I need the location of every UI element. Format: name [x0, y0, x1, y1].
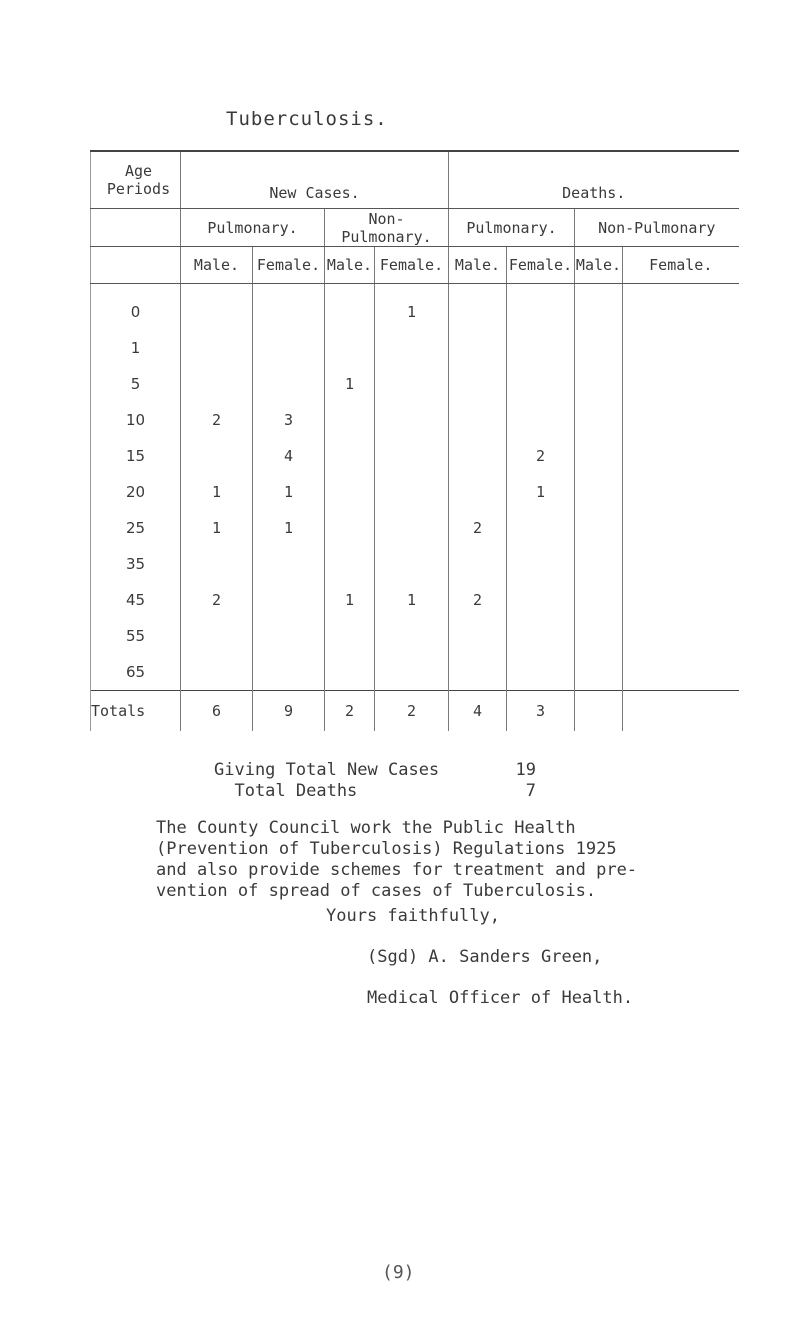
- age-cell: 10: [91, 402, 181, 438]
- summary-value: 7: [525, 781, 536, 801]
- new-non-pulmonary-header: Non-Pulmonary.: [325, 209, 449, 247]
- value-cell: [375, 474, 449, 510]
- paragraph-line: (Prevention of Tuberculosis) Regulations 1925: [156, 839, 617, 859]
- table-row: [91, 438, 739, 474]
- value-cell: [375, 546, 449, 582]
- value-cell: [325, 474, 375, 510]
- total-cell: 9: [253, 691, 325, 732]
- age-cell: 45: [91, 582, 181, 618]
- value-cell: [181, 438, 253, 474]
- value-cell: [623, 654, 739, 691]
- value-cell: [181, 618, 253, 654]
- new-pulmonary-header: Pulmonary.: [181, 209, 325, 247]
- value-cell: [449, 366, 507, 402]
- value-cell: [253, 546, 325, 582]
- value-cell: [181, 654, 253, 691]
- value-cell: [449, 654, 507, 691]
- paragraph-line: vention of spread of cases of Tuberculosis.: [156, 881, 597, 901]
- regulations-paragraph: [156, 818, 756, 902]
- totals-label: Totals: [91, 691, 181, 732]
- value-cell: [575, 294, 623, 330]
- value-cell: 2: [507, 438, 575, 474]
- value-cell: 2: [181, 402, 253, 438]
- value-cell: [575, 474, 623, 510]
- value-cell: [375, 618, 449, 654]
- value-cell: [181, 366, 253, 402]
- value-cell: 4: [253, 438, 325, 474]
- age-periods-header: Age Periods: [91, 151, 181, 209]
- age-cell: 25: [91, 510, 181, 546]
- value-cell: [507, 402, 575, 438]
- age-cell: 55: [91, 618, 181, 654]
- age-cell: 15: [91, 438, 181, 474]
- value-cell: [507, 330, 575, 366]
- sex-header: Female.: [507, 247, 575, 284]
- value-cell: [181, 330, 253, 366]
- value-cell: [575, 330, 623, 366]
- value-cell: [375, 330, 449, 366]
- value-cell: [325, 402, 375, 438]
- value-cell: [507, 582, 575, 618]
- value-cell: 2: [449, 510, 507, 546]
- value-cell: [623, 438, 739, 474]
- value-cell: [375, 366, 449, 402]
- value-cell: [623, 366, 739, 402]
- table-row: [91, 294, 739, 330]
- age-cell: 65: [91, 654, 181, 691]
- summary-row: [214, 760, 536, 781]
- value-cell: [449, 618, 507, 654]
- totals-row: [91, 691, 739, 732]
- value-cell: [375, 654, 449, 691]
- table-row: [91, 366, 739, 402]
- deaths-non-pulmonary-header: Non-Pulmonary: [575, 209, 739, 247]
- value-cell: [253, 330, 325, 366]
- sex-header: Male.: [181, 247, 253, 284]
- page-number: (9): [382, 1262, 415, 1283]
- value-cell: [449, 402, 507, 438]
- sex-header: Female.: [253, 247, 325, 284]
- value-cell: 2: [449, 582, 507, 618]
- value-cell: 1: [253, 474, 325, 510]
- value-cell: [449, 438, 507, 474]
- table-row: [91, 618, 739, 654]
- value-cell: [575, 510, 623, 546]
- sex-header: Male.: [325, 247, 375, 284]
- summary-block: [214, 760, 536, 802]
- age-cell: 1: [91, 330, 181, 366]
- value-cell: [253, 582, 325, 618]
- value-cell: [507, 366, 575, 402]
- page-title: Tuberculosis.: [226, 108, 388, 130]
- value-cell: [575, 582, 623, 618]
- value-cell: [449, 474, 507, 510]
- paragraph-line: The County Council work the Public Health: [156, 818, 576, 838]
- value-cell: [325, 294, 375, 330]
- value-cell: [623, 510, 739, 546]
- signature: (Sgd) A. Sanders Green,: [367, 947, 603, 967]
- value-cell: [449, 330, 507, 366]
- value-cell: [325, 330, 375, 366]
- total-cell: 4: [449, 691, 507, 732]
- paragraph-line: and also provide schemes for treatment and pre-: [156, 860, 638, 880]
- total-cell: 2: [325, 691, 375, 732]
- value-cell: 1: [375, 582, 449, 618]
- total-cell: 6: [181, 691, 253, 732]
- value-cell: 2: [181, 582, 253, 618]
- value-cell: [575, 654, 623, 691]
- value-cell: [253, 618, 325, 654]
- value-cell: [575, 546, 623, 582]
- value-cell: [449, 294, 507, 330]
- value-cell: 1: [253, 510, 325, 546]
- value-cell: [507, 510, 575, 546]
- table-row: [91, 546, 739, 582]
- value-cell: [507, 294, 575, 330]
- total-cell: 2: [375, 691, 449, 732]
- value-cell: 3: [253, 402, 325, 438]
- value-cell: [507, 654, 575, 691]
- table-row: [91, 654, 739, 691]
- age-cell: 0: [91, 294, 181, 330]
- summary-value: 19: [515, 760, 536, 780]
- value-cell: [623, 582, 739, 618]
- closing: Yours faithfully,: [326, 906, 500, 926]
- value-cell: 1: [325, 582, 375, 618]
- table-row: [91, 510, 739, 546]
- new-cases-header: New Cases.: [181, 151, 449, 209]
- table-row: [91, 330, 739, 366]
- value-cell: [181, 294, 253, 330]
- value-cell: [325, 654, 375, 691]
- value-cell: 1: [181, 510, 253, 546]
- value-cell: 1: [325, 366, 375, 402]
- age-cell: 35: [91, 546, 181, 582]
- total-cell: [575, 691, 623, 732]
- value-cell: [623, 330, 739, 366]
- value-cell: [507, 546, 575, 582]
- summary-label: Total Deaths: [214, 781, 358, 801]
- value-cell: 1: [181, 474, 253, 510]
- sex-header: Female.: [375, 247, 449, 284]
- signature-title: Medical Officer of Health.: [367, 988, 634, 1008]
- total-cell: [623, 691, 739, 732]
- value-cell: 1: [375, 294, 449, 330]
- sex-header: Female.: [623, 247, 739, 284]
- value-cell: [449, 546, 507, 582]
- deaths-pulmonary-header: Pulmonary.: [449, 209, 575, 247]
- value-cell: [375, 510, 449, 546]
- value-cell: [253, 654, 325, 691]
- value-cell: 1: [507, 474, 575, 510]
- value-cell: [623, 546, 739, 582]
- table-row: [91, 402, 739, 438]
- age-cell: 20: [91, 474, 181, 510]
- sex-header: Male.: [575, 247, 623, 284]
- value-cell: [623, 474, 739, 510]
- value-cell: [575, 402, 623, 438]
- value-cell: [325, 546, 375, 582]
- summary-label: Giving Total New Cases: [214, 760, 440, 780]
- total-cell: 3: [507, 691, 575, 732]
- tuberculosis-table: [90, 150, 738, 731]
- value-cell: [575, 366, 623, 402]
- value-cell: [575, 438, 623, 474]
- value-cell: [325, 438, 375, 474]
- value-cell: [325, 510, 375, 546]
- deaths-header: Deaths.: [449, 151, 739, 209]
- table-row: [91, 582, 739, 618]
- value-cell: [325, 618, 375, 654]
- value-cell: [623, 294, 739, 330]
- value-cell: [507, 618, 575, 654]
- value-cell: [623, 618, 739, 654]
- table-row: [91, 474, 739, 510]
- value-cell: [575, 618, 623, 654]
- value-cell: [253, 366, 325, 402]
- age-cell: 5: [91, 366, 181, 402]
- summary-row: [214, 781, 536, 802]
- value-cell: [375, 438, 449, 474]
- value-cell: [623, 402, 739, 438]
- value-cell: [181, 546, 253, 582]
- value-cell: [375, 402, 449, 438]
- sex-header: Male.: [449, 247, 507, 284]
- value-cell: [253, 294, 325, 330]
